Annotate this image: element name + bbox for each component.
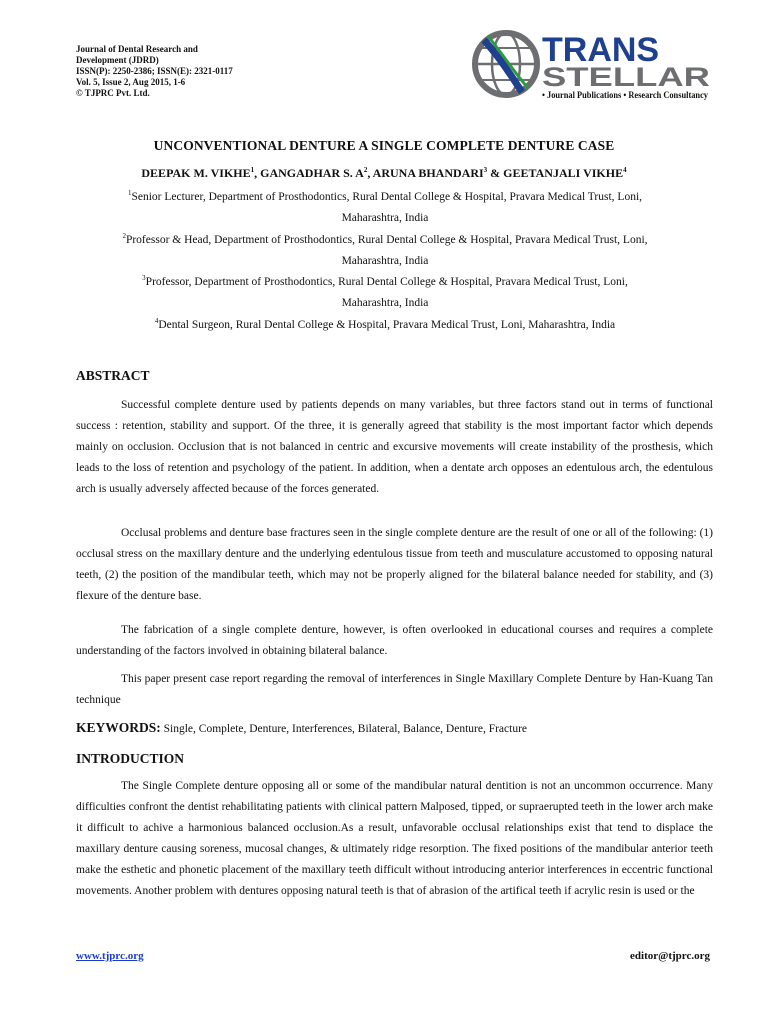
author-sep: , xyxy=(254,166,261,180)
logo-word-trans: TRANS xyxy=(542,31,660,69)
abstract-paragraph-3: The fabrication of a single complete denture, however, is often overlooked in educational courses and requires a complete understanding of the factors involved in obtaining bilateral balance. xyxy=(76,624,713,657)
affiliation-2 xyxy=(80,230,690,272)
author-name: ARUNA BHANDARI xyxy=(372,166,484,180)
author-sup: 1 xyxy=(250,166,255,174)
affiliation-4 xyxy=(80,315,690,336)
abstract-paragraph-1: Successful complete denture used by patients depends on many variables, but three factors stand out in terms of functional success : retention, stability and support. Of the three, it is generally agreed that stability is the most important factor which depends mainly on occlusion. Occlusion that is not balanced in centric and excursive movements will create instability of the prosthesis, which leads to the loss of retention and psychology of the patient. In addition, when a dentate arch opposes an edentulous arch, the edentulous arch is usually adversely affected because of the forces generated. xyxy=(76,399,713,495)
author-sep: , xyxy=(367,166,373,180)
author-sup: 2 xyxy=(363,166,368,174)
journal-name-line2: Development (JDRD) xyxy=(76,55,159,65)
abstract-paragraph-4: This paper present case report regarding the removal of interferences in Single Maxillary Complete Denture by Han-Kuang Tan technique xyxy=(76,673,713,706)
affiliation-sup: 1 xyxy=(127,189,132,197)
author-name: GANGADHAR S. A xyxy=(260,166,364,180)
logo-word-stellar: STELLAR xyxy=(542,62,710,92)
affiliation-text: Senior Lecturer, Department of Prosthodontics, Rural Dental College & Hospital, Pravara Medical Trust, Loni, xyxy=(131,191,643,203)
copyright: © TJPRC Pvt. Ltd. xyxy=(76,88,150,98)
transstellar-logo xyxy=(470,28,715,103)
journal-name-line1: Journal of Dental Research and xyxy=(76,44,198,54)
affiliation-text: Dental Surgeon, Rural Dental College & Hospital, Pravara Medical Trust, Loni, Maharashtra, India xyxy=(158,319,616,331)
paper-title: UNCONVENTIONAL DENTURE A SINGLE COMPLETE DENTURE CASE xyxy=(153,138,615,153)
affiliation-text: Professor & Head, Department of Prosthodontics, Rural Dental College & Hospital, Pravara Medical Trust, Loni, xyxy=(125,234,648,246)
journal-info xyxy=(76,44,233,99)
affiliation-1 xyxy=(80,187,690,229)
globe-icon xyxy=(475,33,537,95)
affiliation-location: Maharashtra, India xyxy=(341,297,429,309)
keywords-text: Single, Complete, Denture, Interferences, Bilateral, Balance, Denture, Fracture xyxy=(163,723,528,735)
affiliation-sup: 2 xyxy=(122,232,126,240)
abstract-heading: ABSTRACT xyxy=(76,368,150,383)
affiliation-sup: 3 xyxy=(142,274,146,282)
affiliation-text: Professor, Department of Prosthodontics, Rural Dental College & Hospital, Pravara Medical Trust, Loni, xyxy=(145,276,628,288)
affiliation-3 xyxy=(80,272,690,314)
keywords-label: KEYWORDS: xyxy=(76,720,161,735)
website-link[interactable]: www.tjprc.org xyxy=(76,950,144,962)
abstract-paragraph-2: Occlusal problems and denture base fractures seen in the single complete denture are the result of one or all of the following: (1) occlusal stress on the maxillary denture and the underlying edentulous tissue from teeth and musculature accustomed to opposing natural teeth, (2) the position of the mandibular teeth, which may not be properly aligned for the bilateral balance needed for stability, and (3) flexure of the denture base. xyxy=(76,527,713,602)
logo-tagline: • Journal Publications • Research Consultancy xyxy=(542,90,709,100)
author-name: DEEPAK M. VIKHE xyxy=(141,166,251,180)
introduction-heading: INTRODUCTION xyxy=(76,751,185,766)
author-sup: 4 xyxy=(623,166,627,174)
keywords xyxy=(76,720,527,736)
issn: ISSN(P): 2250-2386; ISSN(E): 2321-0117 xyxy=(76,66,233,76)
affiliation-location: Maharashtra, India xyxy=(341,255,429,267)
affiliation-location: Maharashtra, India xyxy=(341,212,429,224)
author-list xyxy=(0,166,768,181)
introduction-paragraph: The Single Complete denture opposing all or some of the mandibular natural dentition is not an uncommon occurrence. Many difficulties confront the dentist rehabilitating patients with clinical pattern Malposed, tipped, or supraerupted teeth in the lower arch make it difficult to achive a harmonious balanced occlusion.As a result, unfavorable occlusal relationships exist that tend to displace the maxillary denture causing soreness, mucosal changes, & ultimately ridge resorption. The fixed positions of the mandibular anterior teeth make the esthetic and phonetic placement of the maxillary teeth difficult without introducing anterior interferences in eccentric functional movements. Another problem with dentures opposing natural teeth is that of abrasion of the artifical teeth if acrylic resin is used or the xyxy=(76,780,713,897)
affiliation-sup: 4 xyxy=(154,317,159,325)
author-name: GEETANJALI VIKHE xyxy=(503,166,624,180)
footer-email: editor@tjprc.org xyxy=(630,950,710,962)
author-sup: 3 xyxy=(483,166,488,174)
volume-info: Vol. 5, Issue 2, Aug 2015, 1-6 xyxy=(76,77,186,87)
author-sep: & xyxy=(487,166,504,180)
